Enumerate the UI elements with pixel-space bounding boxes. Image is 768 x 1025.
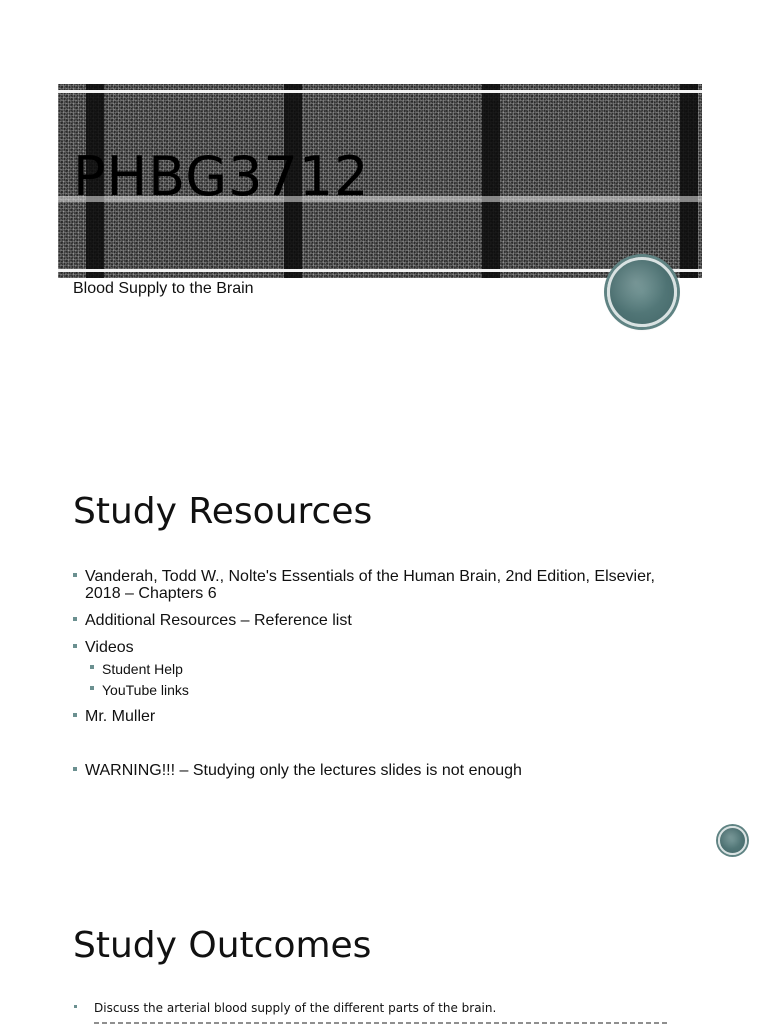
square-bullet-icon [90,665,94,669]
title-slide [0,0,768,430]
square-bullet-icon [73,617,77,621]
list-item-text: Mr. Muller [85,708,156,725]
square-bullet-icon [74,1005,77,1008]
list-item-text: Vanderah, Todd W., Nolte's Essentials of the Human Brain, 2nd Edition, Elsevier, 2018 – Chapters 6 [85,568,655,602]
list-item-text: YouTube links [102,682,189,698]
study-resources-slide [0,430,768,870]
list-item-text: Videos [85,639,134,656]
study-resources-heading: Study Resources [73,491,373,532]
square-bullet-icon [73,644,77,648]
study-outcomes-heading: Study Outcomes [73,925,372,966]
sub-list-item [73,661,673,677]
deck-title: PHBG3712 [73,145,370,208]
list-item-text: Student Help [102,661,183,677]
teal-circle-icon [607,257,677,327]
list-item [73,639,673,656]
study-resources-list [73,568,673,789]
sub-list-item [73,682,673,698]
banner-rule-top [58,90,702,93]
teal-circle-icon [718,826,747,855]
list-item-text: Additional Resources – Reference list [85,612,352,629]
square-bullet-icon [73,573,77,577]
deck-subtitle: Blood Supply to the Brain [73,280,254,297]
study-outcomes-slide [0,870,768,1024]
list-item-text: Discuss the arterial blood supply of the different parts of the brain. [94,1001,497,1015]
square-bullet-icon [90,686,94,690]
list-item [73,1001,693,1015]
list-item [73,612,673,629]
warning-list-item [73,762,673,779]
banner-rule-bottom [58,269,702,272]
list-item-text: WARNING!!! – Studying only the lectures slides is not enough [85,762,522,779]
square-bullet-icon [73,713,77,717]
square-bullet-icon [73,767,77,771]
list-item [73,568,673,602]
list-item [73,708,673,725]
